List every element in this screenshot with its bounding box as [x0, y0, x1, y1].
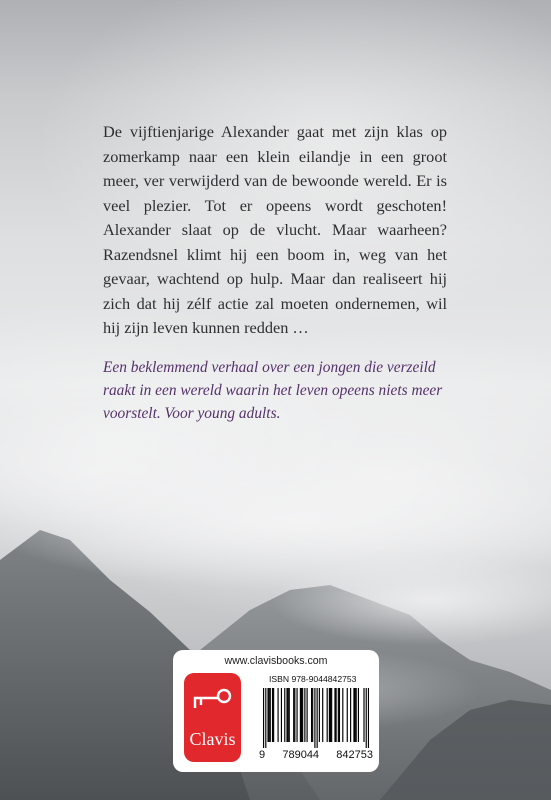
barcode-number	[259, 749, 373, 761]
barcode-bar	[307, 688, 308, 742]
barcode-bar	[338, 688, 339, 742]
barcode	[263, 688, 369, 748]
barcode-bar	[294, 688, 295, 742]
blurb-text: De vijftienjarige Alexander gaat met zijn klas op zomerkamp naar een klein eilandje in een groot meer, ver verwijderd van de bewoonde wereld. Er is veel plezier. Tot er opeens wordt geschoten! Alexander slaat op de vlucht. Maar waarheen? Razendsnel klimt hij een boom in, weg van het gevaar, wachtend op hulp. Maar dan realiseert hij zich dat hij zélf actie zal moeten ondernemen, wil hij zijn leven kunnen redden …	[103, 122, 447, 337]
barcode-digit-first: 9	[259, 749, 266, 761]
barcode-bar	[368, 688, 369, 748]
barcode-bar	[293, 688, 294, 742]
barcode-digits-left: 789044	[282, 749, 320, 761]
barcode-bar	[327, 688, 328, 742]
barcode-bar	[296, 688, 297, 742]
barcode-bar	[358, 688, 359, 742]
barcode-bar	[278, 688, 279, 742]
barcode-bar	[314, 688, 315, 748]
barcode-bar	[330, 688, 331, 742]
barcode-bar	[270, 688, 271, 742]
barcode-bar	[311, 688, 312, 742]
website-url[interactable]: www.clavisbooks.com	[224, 655, 328, 667]
tagline-text: Een beklemmend verhaal over een jongen die verzeild raakt in een wereld waarin het leven opeens niets meer voorstelt. Voor young adults.	[103, 359, 443, 422]
publisher-info-box	[173, 650, 379, 772]
barcode-bar	[354, 688, 355, 742]
barcode-bar	[329, 688, 330, 742]
key-icon	[190, 687, 235, 713]
publisher-name: Clavis	[189, 729, 236, 749]
barcode-bar	[273, 688, 274, 742]
barcode-bar	[267, 688, 268, 742]
barcode-bar	[336, 688, 337, 742]
barcode-bar	[342, 688, 343, 742]
barcode-bar	[288, 688, 289, 742]
barcode-bar	[312, 688, 313, 742]
barcode-bar	[322, 688, 323, 742]
barcode-bar	[304, 688, 305, 742]
barcode-bar	[317, 688, 318, 748]
barcode-bar	[286, 688, 287, 742]
barcode-bar	[363, 688, 364, 742]
barcode-bar	[302, 688, 303, 742]
barcode-bar	[263, 688, 264, 748]
barcode-bar	[334, 688, 335, 742]
barcode-digits-right: 842753	[336, 749, 373, 761]
barcode-bar	[356, 688, 357, 742]
barcode-bar	[353, 688, 354, 742]
barcode-bar	[281, 688, 282, 742]
barcode-bar	[284, 688, 285, 742]
barcode-bar	[319, 688, 320, 742]
barcode-bar	[350, 688, 351, 742]
publisher-logo	[184, 673, 241, 762]
isbn-label: ISBN 978-9044842753	[269, 674, 357, 684]
barcode-bar	[347, 688, 348, 742]
barcode-bar	[331, 688, 332, 742]
barcode-bar	[265, 688, 266, 748]
barcode-bar	[269, 688, 270, 742]
barcode-bar	[272, 688, 273, 742]
barcode-bar	[301, 688, 302, 742]
barcode-bar	[289, 688, 290, 742]
barcode-bar	[366, 688, 367, 748]
barcode-bar	[339, 688, 340, 742]
barcode-bar	[300, 688, 301, 742]
